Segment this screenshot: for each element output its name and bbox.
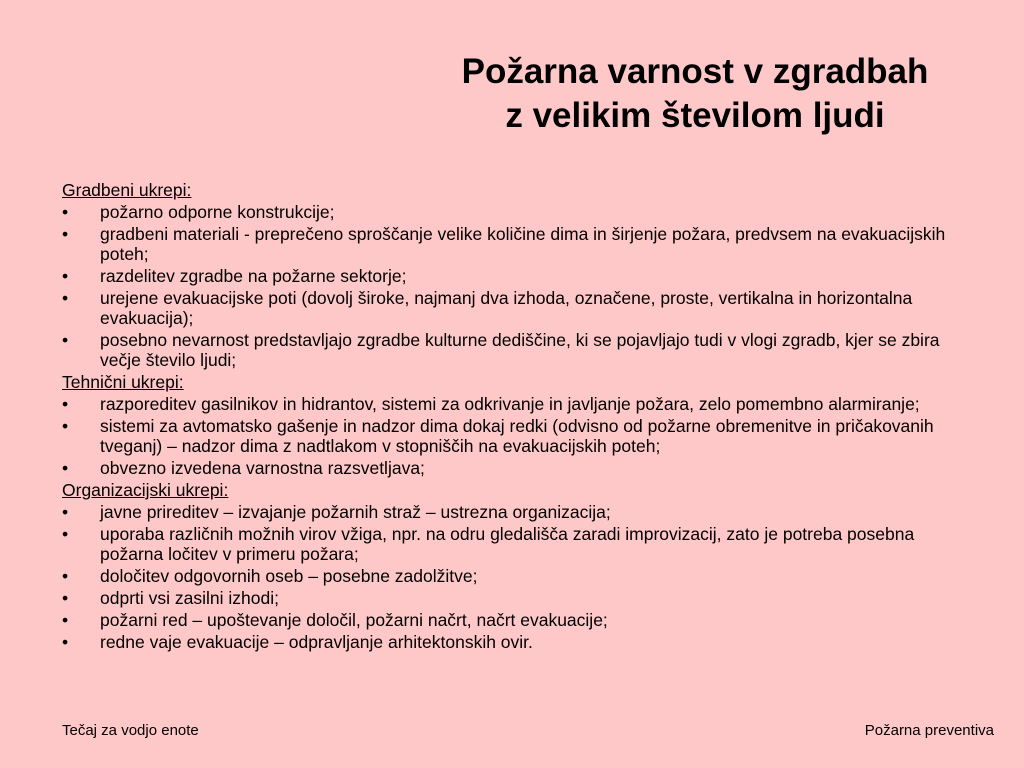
- footer-course-name: Tečaj za vodjo enote: [62, 722, 199, 739]
- list-item-text: sistemi za avtomatsko gašenje in nadzor dima dokaj redki (odvisno od požarne obremenitve in pričakovanih tveganj) – nadzor dima z nadtlakom v stopniščih na evakuacijskih poteh;: [100, 416, 934, 456]
- list-item-text: posebno nevarnost predstavljajo zgradbe kulturne dediščine, ki se pojavljajo tudi v vlogi zgradb, kjer se zbira večje število ljudi;: [100, 330, 940, 370]
- section-list-gradbeni: [62, 202, 962, 370]
- list-item-text: odprti vsi zasilni izhodi;: [100, 588, 279, 608]
- list-item-text: požarno odporne konstrukcije;: [100, 202, 335, 222]
- bullet: •: [62, 202, 69, 222]
- list-item: [62, 566, 962, 586]
- list-item: [62, 202, 962, 222]
- list-item-text: gradbeni materiali - preprečeno sproščanje velike količine dima in širjenje požara, predvsem na evakuacijskih poteh;: [100, 224, 946, 264]
- list-item-text: redne vaje evakuacije – odpravljanje arhitektonskih ovir.: [100, 632, 533, 652]
- section-heading-gradbeni: Gradbeni ukrepi:: [62, 180, 192, 200]
- list-item: [62, 394, 962, 414]
- slide-content: [62, 180, 962, 654]
- list-item: [62, 416, 962, 456]
- bullet: •: [62, 632, 69, 652]
- list-item: [62, 502, 962, 522]
- bullet: •: [62, 566, 69, 586]
- list-item: [62, 610, 962, 630]
- list-item: [62, 458, 962, 478]
- slide-title: [400, 50, 990, 138]
- footer-topic: Požarna preventiva: [864, 722, 994, 739]
- list-item: [62, 588, 962, 608]
- bullet: •: [62, 330, 69, 350]
- list-item-text: razdelitev zgradbe na požarne sektorje;: [100, 266, 407, 286]
- list-item: [62, 224, 962, 264]
- list-item-text: urejene evakuacijske poti (dovolj široke, najmanj dva izhoda, označene, proste, vertikalna in horizontalna evakuacija);: [100, 288, 913, 328]
- section-list-organizacijski: [62, 502, 962, 652]
- list-item: [62, 632, 962, 652]
- list-item-text: požarni red – upoštevanje določil, požarni načrt, načrt evakuacije;: [100, 610, 608, 630]
- bullet: •: [62, 502, 69, 522]
- list-item-text: določitev odgovornih oseb – posebne zadolžitve;: [100, 566, 478, 586]
- bullet: •: [62, 266, 69, 286]
- slide-title-line-2: z velikim številom ljudi: [505, 96, 885, 135]
- bullet: •: [62, 224, 69, 244]
- bullet: •: [62, 416, 69, 436]
- list-item: [62, 330, 962, 370]
- list-item: [62, 288, 962, 328]
- list-item-text: javne prireditev – izvajanje požarnih straž – ustrezna organizacija;: [100, 502, 611, 522]
- bullet: •: [62, 458, 69, 478]
- list-item-text: uporaba različnih možnih virov vžiga, npr. na odru gledališča zaradi improvizacij, zato je potreba posebna požarna ločitev v primeru požara;: [100, 524, 915, 564]
- bullet: •: [62, 588, 69, 608]
- list-item: [62, 266, 962, 286]
- bullet: •: [62, 610, 69, 630]
- list-item: [62, 524, 962, 564]
- section-heading-organizacijski: Organizacijski ukrepi:: [62, 480, 229, 500]
- list-item-text: obvezno izvedena varnostna razsvetljava;: [100, 458, 425, 478]
- section-list-tehnicni: [62, 394, 962, 478]
- bullet: •: [62, 394, 69, 414]
- slide-title-line-1: Požarna varnost v zgradbah: [461, 52, 929, 91]
- list-item-text: razporeditev gasilnikov in hidrantov, sistemi za odkrivanje in javljanje požara, zelo pomembno alarmiranje;: [100, 394, 920, 414]
- section-heading-tehnicni: Tehnični ukrepi:: [62, 372, 184, 392]
- bullet: •: [62, 524, 69, 544]
- bullet: •: [62, 288, 69, 308]
